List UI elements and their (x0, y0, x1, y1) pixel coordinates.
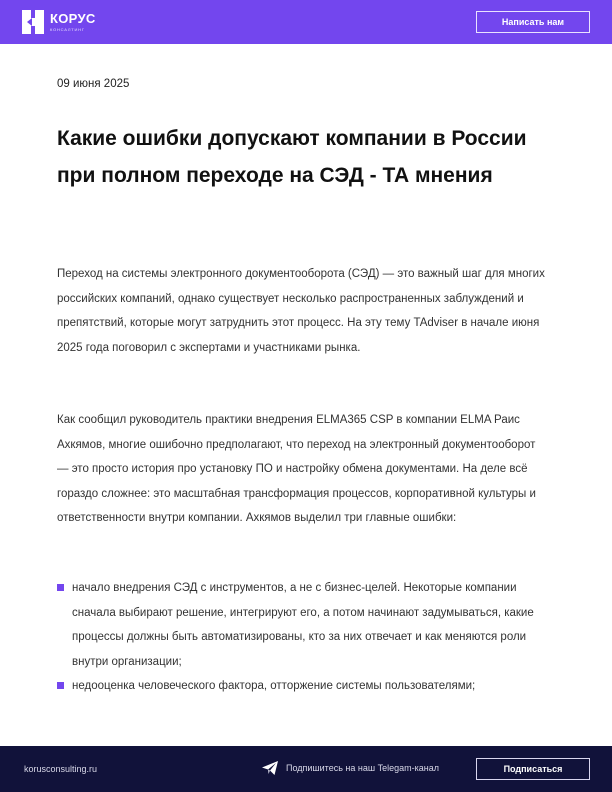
square-bullet-icon (57, 682, 64, 689)
article-title: Какие ошибки допускают компании в России при полном переходе на СЭД - ТА мнения (57, 127, 527, 187)
square-bullet-icon (57, 584, 64, 591)
paper-plane-icon (262, 761, 278, 775)
errors-list (57, 576, 557, 699)
subscribe-button[interactable]: Подписаться (476, 758, 590, 780)
korus-logo[interactable] (22, 10, 96, 34)
list-item (57, 674, 557, 699)
list-item-text: начало внедрения СЭД с инструментов, а не с бизнес-целей. Некоторые компании сначала выбирают решение, интегрируют его, а потом начинают задумываться, какие процессы должны быть автоматизированы, кто за них отвечает и как меняются роли внутри организации; (72, 582, 534, 668)
list-item-text: недооценка человеческого фактора, отторжение системы пользователями; (72, 680, 476, 692)
contact-us-button[interactable]: Написать нам (476, 11, 590, 33)
logo-subtext: КОНСАЛТИНГ (50, 27, 85, 32)
list-item (57, 576, 557, 674)
page-footer (0, 746, 612, 792)
site-link[interactable]: korusconsulting.ru (24, 764, 98, 774)
telegram-text: Подпишитесь на наш Telegam-канал (286, 763, 439, 773)
article-paragraph-2: Как сообщил руководитель практики внедрения ELMA365 CSP в компании ELMA Раис Ахкямов, многие ошибочно предполагают, что переход на электронный документооборот — это просто история про установку ПО и настройку обмена документами. На деле всё гораздо сложнее: это масштабная трансформация процессов, корпоративной культуры и ответственности внутри компании. Ахкямов выделил три главные ошибки: (57, 414, 536, 524)
telegram-promo[interactable] (262, 761, 439, 775)
korus-logo-icon (22, 10, 44, 34)
article-paragraph-1: Переход на системы электронного документооборота (СЭД) — это важный шаг для многих российских компаний, однако существует несколько распространенных заблуждений и препятствий, которые могут затруднить этот процесс. На эту тему TAdviser в начале июня 2025 года поговорил с экспертами и участниками рынка. (57, 268, 545, 354)
article-date: 09 июня 2025 (57, 78, 130, 90)
page-header (0, 0, 612, 44)
logo-text: КОРУС (50, 11, 96, 26)
